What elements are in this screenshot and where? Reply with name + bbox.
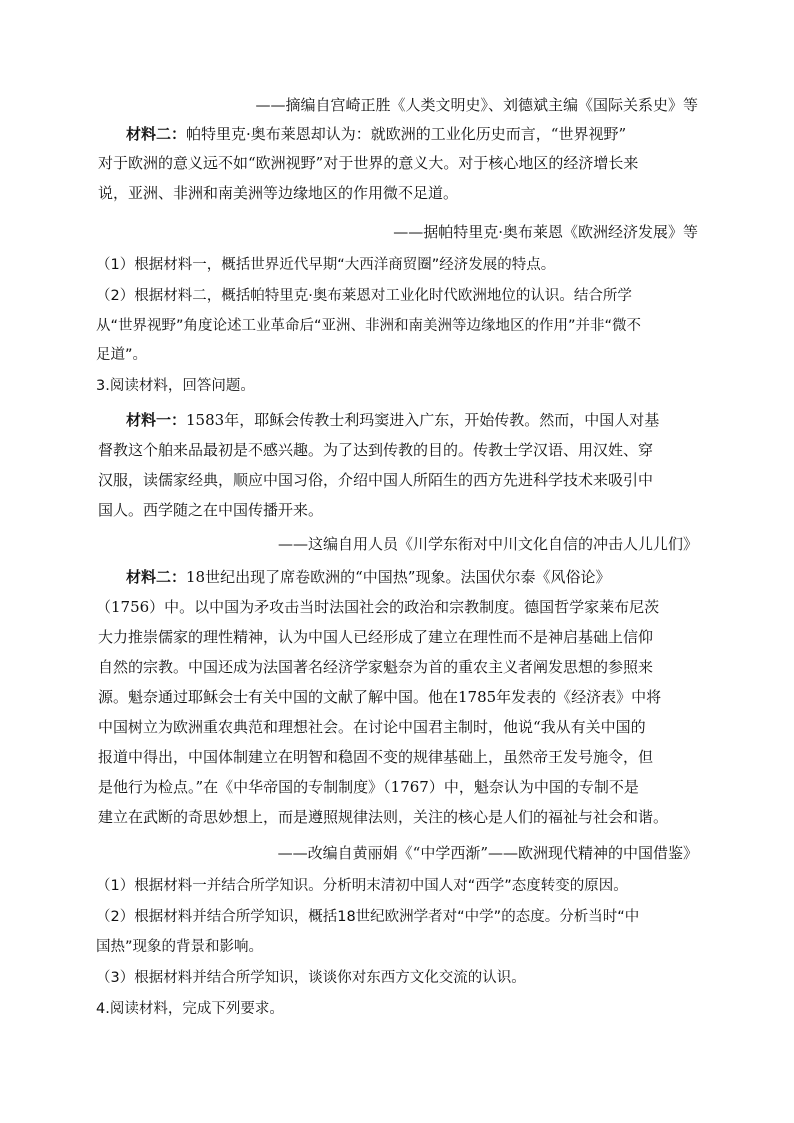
source-citation: ——据帕特里克·奥布莱恩《欧洲经济发展》等 [393, 223, 698, 241]
material-text: （1756）中。以中国为矛攻击当时法国社会的政治和宗教制度。德国哲学家莱布尼茨 [96, 598, 660, 616]
material-text: 18世纪出现了席卷欧洲的“中国热”现象。法国伏尔泰《风俗论》 [186, 568, 611, 586]
source-citation: ——摘编自宫崎正胜《人类文明史》、刘德斌主编《国际关系史》等 [255, 96, 698, 114]
material-text: 建立在武断的奇思妙想上，而是遵照规律法则，关注的核心是人们的福祉与社会和谐。 [98, 808, 669, 826]
source-citation: ——这编自用人员《川学东衔对中川文化自信的冲击人儿儿们》 [277, 535, 698, 553]
material-label: 材料二： [126, 568, 187, 586]
material-text: 帕特里克·奥布莱恩却认为：就欧洲的工业化历史而言，“世界视野” [186, 125, 627, 143]
material-text: 报道中得出，中国体制建立在明智和稳固不变的规律基础上，虽然帝王发号施令，但 [98, 748, 654, 766]
material-text: 大力推崇儒家的理性精神，认为中国人已经形成了建立在理性而不是神启基础上信仰 [98, 628, 654, 646]
material-text: 中国树立为欧洲重农典范和理想社会。在讨论中国君主制时，他说“我从有关中国的 [98, 718, 646, 736]
material-paragraph [126, 567, 610, 587]
material-text: 自然的宗教。中国还成为法国著名经济学家魁奈为首的重农主义者阐发思想的参照来 [98, 658, 654, 676]
source-citation: ——改编自黄丽娟《“中学西渐”——欧洲现代精神的中国借鉴》 [277, 844, 698, 862]
material-text: 源。魁奈通过耶稣会士有关中国的文献了解中国。他在1785年发表的《经济表》中将 [98, 688, 662, 706]
question-2: （2）根据材料二，概括帕特里克·奥布莱恩对工业化时代欧洲地位的认识。结合所学 [96, 288, 632, 304]
material-paragraph [126, 124, 626, 144]
material-label: 材料二： [126, 125, 187, 143]
question-1: （1）根据材料一并结合所学知识。分析明末清初中国人对“西学”态度转变的原因。 [96, 878, 628, 894]
section-heading: 3.阅读材料，回答问题。 [96, 378, 255, 394]
question-1: （1）根据材料一，概括世界近代早期“大西洋商贸圈”经济发展的特点。 [96, 257, 556, 273]
material-text: 汉服，读儒家经典，顺应中国习俗，介绍中国人所陌生的西方先进科学技术来吸引中 [98, 471, 654, 489]
material-text: 说，亚洲、非洲和南美洲等边缘地区的作用微不足道。 [98, 184, 459, 202]
question-2: （2）根据材料并结合所学知识，概括18世纪欧洲学者对“中学”的态度。分析当时“中 [96, 909, 640, 925]
question-2-cont: 国热”现象的背景和影响。 [96, 939, 264, 955]
question-2-cont: 足道”。 [96, 347, 148, 363]
material-text: 国人。西学随之在中国传播开来。 [98, 501, 324, 519]
question-3: （3）根据材料并结合所学知识，谈谈你对东西方文化交流的认识。 [96, 970, 526, 986]
material-text: 1583年，耶稣会传教士利玛窦进入广东，开始传教。然而，中国人对基 [186, 411, 660, 429]
material-text: 对于欧洲的意义远不如“欧洲视野”对于世界的意义大。对于核心地区的经济增长来 [98, 154, 639, 172]
material-paragraph [126, 410, 659, 430]
question-2-cont: 从“世界视野”角度论述工业革命后“亚洲、非洲和南美洲等边缘地区的作用”并非“微不 [96, 318, 642, 334]
material-label: 材料一： [126, 411, 187, 429]
material-text: 督教这个舶来品最初是不感兴趣。为了达到传教的目的。传教士学汉语、用汉姓、穿 [98, 441, 654, 459]
material-text: 是他行为检点。”在《中华帝国的专制制度》（1767）中，魁奈认为中国的专制不是 [98, 778, 639, 796]
section-heading: 4.阅读材料，完成下列要求。 [96, 1001, 284, 1017]
